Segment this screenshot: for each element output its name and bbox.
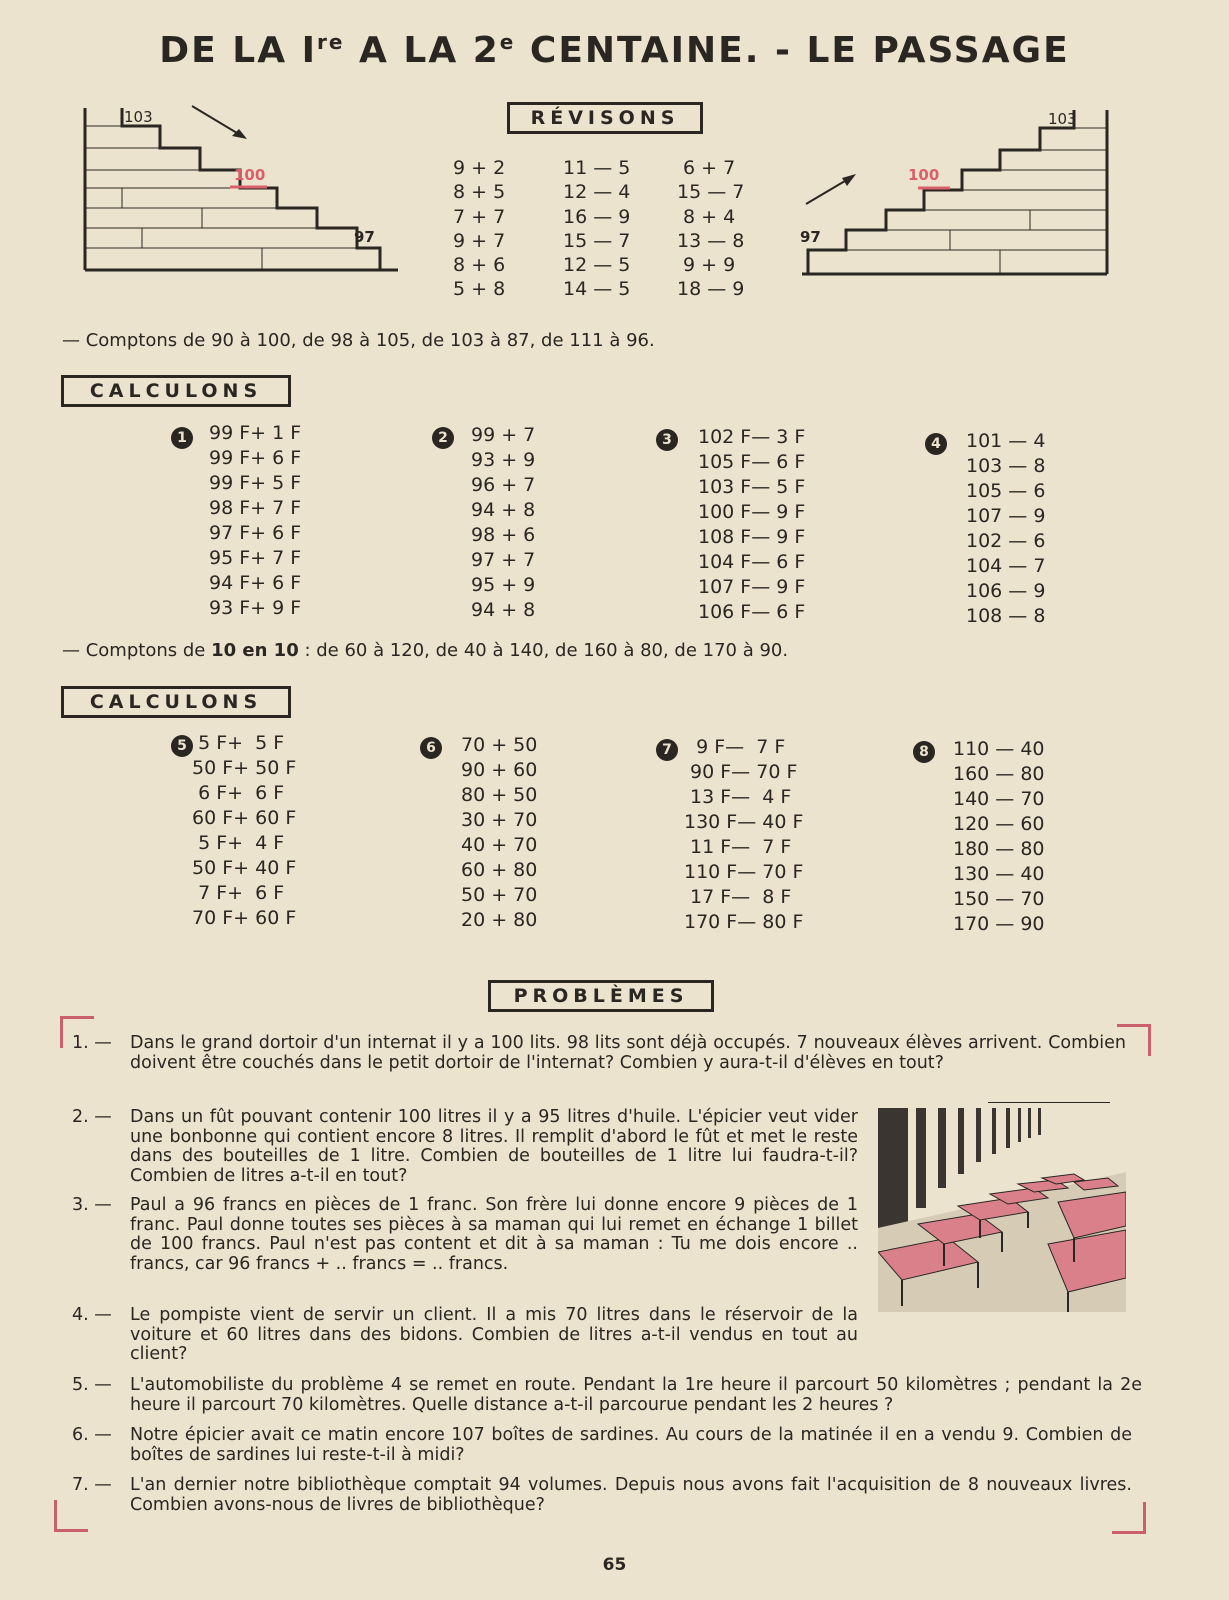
problem-2: 2. — Dans un fût pouvant contenir 100 litres il y a 95 litres d'huile. L'épicier veut vider une bonbonne qui contient encore 8 litres. Il remplit d'abord le fût et met le reste dans des bouteilles de 1 litre. Combien de bouteilles de 1 litre lui faudra-t-il? Combien de litres a-t-il en tout?	[72, 1107, 858, 1186]
calculons-label-2: CALCULONS	[61, 686, 291, 718]
stair-left-top-label: 103	[124, 108, 153, 126]
exercise-8-badge: 8	[913, 741, 935, 763]
stair-right-mid-label: 100	[908, 166, 940, 184]
revisions-label: RÉVISONS	[507, 102, 703, 134]
exercise-1-badge: 1	[171, 427, 193, 449]
calculons-label-1: CALCULONS	[61, 375, 291, 407]
exercise-2-badge: 2	[432, 427, 454, 449]
exercise-4-badge: 4	[925, 433, 947, 455]
stair-left-bottom-label: 97	[354, 228, 375, 246]
stair-right-bottom-label: 97	[800, 228, 821, 246]
page-title: DE LA Ire A LA 2e CENTAINE. - LE PASSAGE	[159, 30, 1070, 71]
page-number: 65	[602, 1555, 627, 1575]
exercise-6-badge: 6	[420, 737, 442, 759]
exercise-3-list: 102 F— 3 F 105 F— 6 F 103 F— 5 F 100 F— 9 F 108 F— 9 F 104 F— 6 F 107 F— 9 F 106 F— 6 F	[698, 426, 806, 623]
revisions-col2: 11 — 5 12 — 4 16 — 9 15 — 7 12 — 5 14 — 5	[563, 157, 631, 301]
revisions-col1: 9 + 2 8 + 5 7 + 7 9 + 7 8 + 6 5 + 8	[453, 157, 506, 301]
exercise-5-badge: 5	[171, 735, 193, 757]
staircase-down-illustration	[82, 104, 402, 276]
exercise-8-list: 110 — 40 160 — 80 140 — 70 120 — 60 180 — 80 130 — 40 150 — 70 170 — 90	[953, 738, 1045, 935]
problem-5: 5. — L'automobiliste du problème 4 se remet en route. Pendant la 1re heure il parcourt 50 kilomètres ; pendant la 2e heure il parcourt 70 kilomètres. Quelle distance a-t-il parcourue pendant les 2 heures ?	[72, 1375, 1142, 1415]
revisions-col3: 6 + 7 15 — 7 8 + 4 13 — 8 9 + 9 18 — 9	[677, 157, 745, 301]
problem-4: 4. — Le pompiste vient de servir un client. Il a mis 70 litres dans le réservoir de la voiture et 60 litres dans des bidons. Combien de litres a-t-il vendus en tout au client?	[72, 1305, 858, 1364]
problem-6: 6. — Notre épicier avait ce matin encore 107 boîtes de sardines. Au cours de la matinée il en a vendu 9. Combien de boîtes de sardines lui reste-t-il à midi?	[72, 1425, 1132, 1465]
exercise-6-list: 70 + 50 90 + 60 80 + 50 30 + 70 40 + 70 60 + 80 50 + 70 20 + 80	[461, 734, 538, 931]
exercise-2-list: 99 + 7 93 + 9 96 + 7 94 + 8 98 + 6 97 + 7 95 + 9 94 + 8	[471, 424, 536, 621]
stair-right-top-label: 103	[1048, 110, 1077, 128]
dormitory-illustration	[878, 1102, 1126, 1312]
exercise-1-list: 99 F+ 1 F 99 F+ 6 F 99 F+ 5 F 98 F+ 7 F 97 F+ 6 F 95 F+ 7 F 94 F+ 6 F 93 F+ 9 F	[209, 422, 302, 619]
exercise-7-badge: 7	[656, 739, 678, 761]
problem-1: 1. — Dans le grand dortoir d'un internat il y a 100 lits. 98 lits sont déjà occupés. 7 nouveaux élèves arrivent. Combien doivent être couchés dans le petit dortoir de l'internat? Combien y aura-t-il d'élèves en tout?	[72, 1033, 1126, 1073]
count-instruction-2: — Comptons de 10 en 10 : de 60 à 120, de 40 à 140, de 160 à 80, de 170 à 90.	[62, 640, 789, 661]
exercise-3-badge: 3	[656, 429, 678, 451]
count-instruction-1: — Comptons de 90 à 100, de 98 à 105, de 103 à 87, de 111 à 96.	[62, 330, 655, 351]
exercise-7-list: 9 F— 7 F 90 F— 70 F 13 F— 4 F 130 F— 40 F 11 F— 7 F 110 F— 70 F 17 F— 8 F 170 F— 80 F	[684, 736, 804, 933]
problem-3: 3. — Paul a 96 francs en pièces de 1 franc. Son frère lui donne encore 9 pièces de 1 franc. Paul donne toutes ses pièces à sa maman qui lui remet en échange 1 billet de 100 francs. Paul n'est pas content et dit à sa maman : Tu me dois encore .. francs, car 96 francs + .. francs = .. francs.	[72, 1195, 858, 1274]
exercise-4-list: 101 — 4 103 — 8 105 — 6 107 — 9 102 — 6 104 — 7 106 — 9 108 — 8	[966, 430, 1046, 627]
problem-7: 7. — L'an dernier notre bibliothèque comptait 94 volumes. Depuis nous avons fait l'acquisition de 8 nouveaux livres. Combien avons-nous de livres de bibliothèque?	[72, 1475, 1132, 1515]
exercise-5-list: 5 F+ 5 F 50 F+ 50 F 6 F+ 6 F 60 F+ 60 F 5 F+ 4 F 50 F+ 40 F 7 F+ 6 F 70 F+ 60 F	[192, 732, 297, 929]
stair-left-mid-label: 100	[234, 166, 266, 184]
problemes-label: PROBLÈMES	[488, 980, 714, 1012]
staircase-up-illustration	[800, 106, 1112, 278]
